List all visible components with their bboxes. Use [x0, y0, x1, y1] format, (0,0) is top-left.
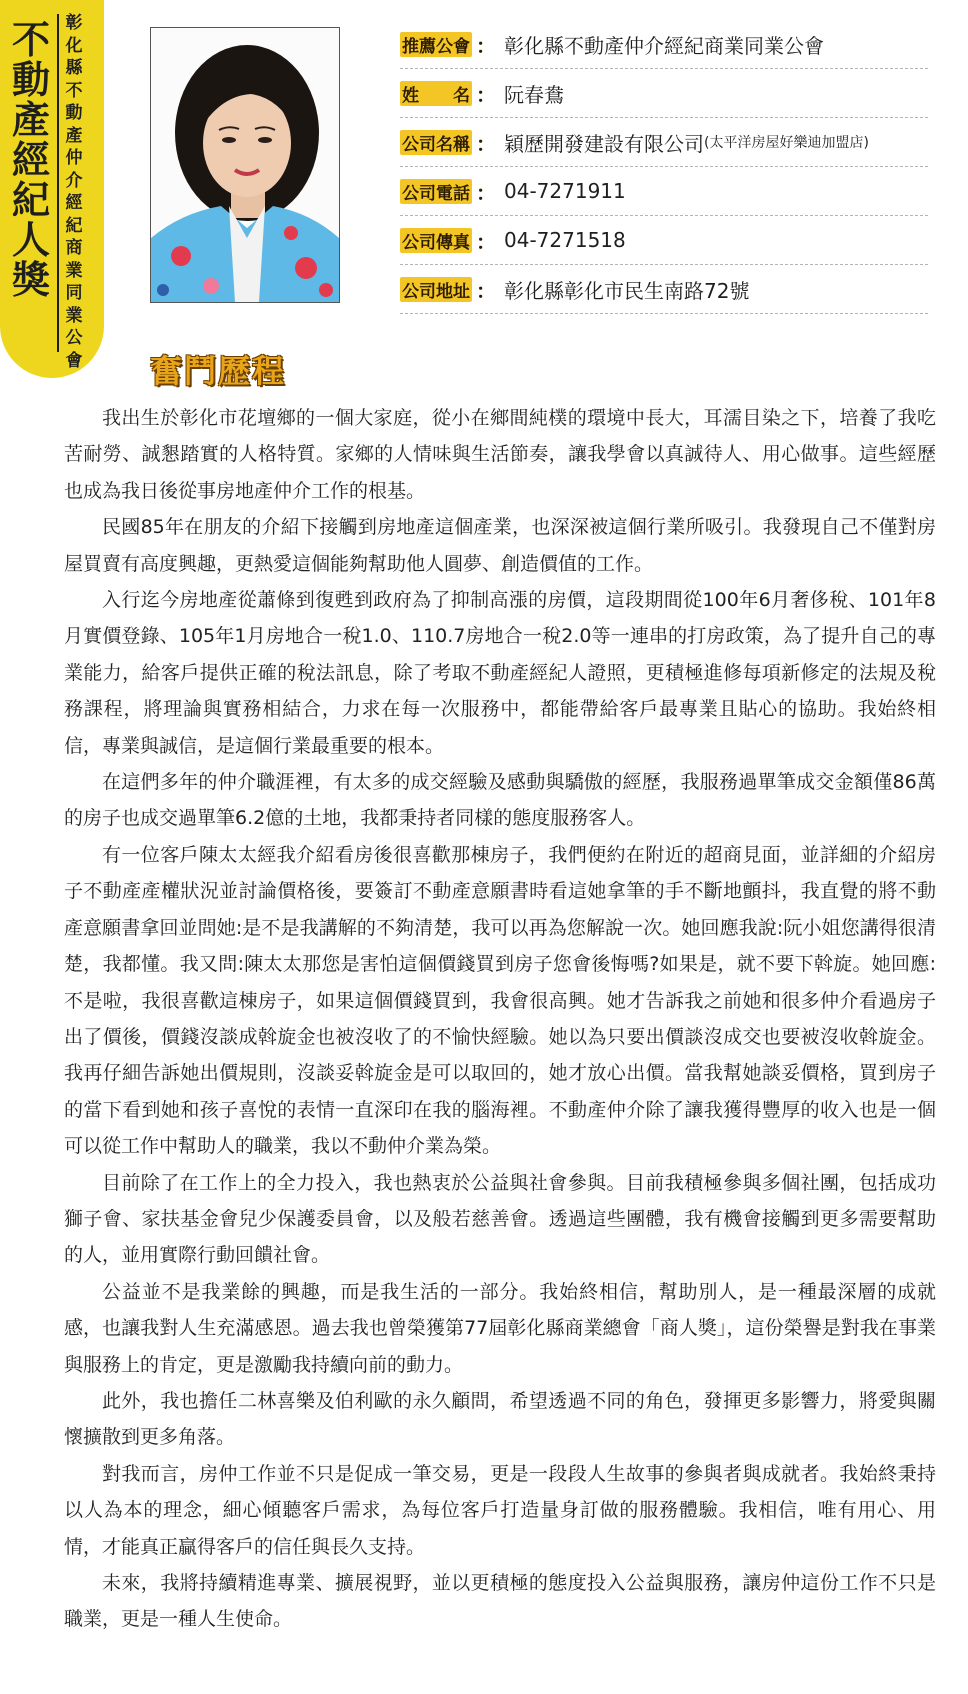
info-row: [400, 216, 928, 265]
portrait-photo: [150, 27, 340, 303]
association-name-char: 化: [65, 35, 83, 56]
info-label: 推薦公會: [400, 32, 472, 57]
info-colon: ：: [476, 180, 496, 205]
info-colon: ：: [476, 278, 496, 303]
association-name-char: 縣: [65, 58, 83, 78]
association-name-char: 會: [65, 350, 83, 371]
association-name-char: 產: [65, 125, 83, 146]
association-name-char: 不: [65, 80, 83, 101]
info-row: [400, 69, 928, 118]
association-name-char: 介: [65, 170, 83, 191]
info-label: 姓 名: [400, 81, 472, 106]
info-label: 公司電話: [400, 179, 472, 204]
info-value: 04-7271518: [504, 228, 626, 252]
award-title: [6, 20, 56, 300]
story-paragraph: 未來，我將持續精進專業、擴展視野，並以更積極的態度投入公益與服務，讓房仲這份工作不只是職業，更是一種人生使命。: [64, 1572, 936, 1631]
story-paragraph: 目前除了在工作上的全力投入，我也熱衷於公益與社會參與。目前我積極參與多個社團，包括成功獅子會、家扶基金會兒少保護委員會，以及般若慈善會。透過這些團體，我有機會接觸到更多需要幫助的人，並用實際行動回饋社會。: [64, 1171, 936, 1267]
info-colon: ：: [476, 229, 496, 254]
info-label: 公司名稱: [400, 130, 472, 155]
info-row: [400, 167, 928, 216]
story-paragraph: 在這們多年的仲介職涯裡，有太多的成交經驗及感動與驕傲的經歷，我服務過單筆成交金額僅86萬的房子也成交過單筆6.2億的土地，我都秉持者同樣的態度服務客人。: [64, 771, 936, 830]
association-name-char: 業: [65, 260, 83, 281]
association-name-char: 商: [65, 238, 83, 258]
story-paragraph: 我出生於彰化市花壇鄉的一個大家庭，從小在鄉間純樸的環境中長大，耳濡目染之下，培養了我吃苦耐勞、誠懇踏實的人格特質。家鄉的人情味與生活節奏，讓我學會以真誠待人、用心做事。這些經歷也成為我日後從事房地產仲介工作的根基。: [64, 407, 936, 502]
info-value: 彰化縣不動產仲介經紀商業同業公會: [504, 33, 824, 58]
info-row: [400, 118, 928, 167]
info-value: 穎歷開發建設有限公司: [504, 131, 704, 156]
story-paragraph: 公益並不是我業餘的興趣，而是我生活的一部分。我始終相信，幫助別人，是一種最深層的成就感，也讓我對人生充滿感恩。過去我也曾榮獲第77屆彰化縣商業總會「商人獎」，這份榮譽是對我在事業與服務上的肯定，更是激勵我持續向前的動力。: [64, 1280, 936, 1376]
association-name-char: 公: [65, 328, 83, 348]
story-paragraph: 民國85年在朋友的介紹下接觸到房地產這個產業，也深深被這個行業所吸引。我發現自己不僅對房屋買賣有高度興趣，更熱愛這個能夠幫助他人圓夢、創造價值的工作。: [64, 516, 936, 575]
association-name-char: 同: [65, 283, 83, 303]
award-ribbon: [0, 0, 104, 378]
info-value: 04-7271911: [504, 179, 626, 203]
info-value: 阮春鴦: [504, 82, 564, 107]
info-label: 公司傳真: [400, 228, 472, 253]
profile-info: [400, 20, 928, 314]
association-name-char: 業: [65, 305, 83, 326]
association-name-char: 彰: [65, 13, 83, 33]
info-colon: ：: [476, 33, 496, 58]
award-title-char: 不: [11, 18, 50, 62]
association-name-char: 仲: [65, 148, 83, 168]
award-title-char: 產: [11, 98, 50, 142]
association-name-char: 紀: [65, 215, 83, 236]
section-title: 奮鬥歷程: [150, 352, 287, 390]
info-colon: ：: [476, 131, 496, 156]
ribbon-divider: [57, 14, 59, 352]
portrait-icon: [151, 28, 339, 302]
association-name: [61, 12, 87, 372]
info-row: [400, 20, 928, 69]
info-row: [400, 265, 928, 314]
info-value: 彰化縣彰化市民生南路72號: [504, 278, 750, 303]
award-title-char: 獎: [11, 258, 50, 302]
story-text: [64, 400, 936, 1638]
info-label: 公司地址: [400, 277, 472, 302]
info-colon: ：: [476, 82, 496, 107]
story-paragraph: 入行迄今房地產從蕭條到復甦到政府為了抑制高漲的房價，這段期間從100年6月奢侈稅、101年8月實價登錄、105年1月房地合一稅1.0、110.7房地合一稅2.0等一連串的打房政策，為了提升自己的專業能力，給客戶提供正確的稅法訊息，除了考取不動產經紀人證照，更積極進修每項新修定的法規及稅務課程，將理論與實務相結合，力求在每一次服務中，都能帶給客戶最專業且貼心的協助。我始終相信，專業與誠信，是這個行業最重要的根本。: [64, 589, 936, 757]
story-paragraph: 有一位客戶陳太太經我介紹看房後很喜歡那棟房子，我們便約在附近的超商見面，並詳細的介紹房子不動產產權狀況並討論價格後，要簽訂不動產意願書時看這她拿筆的手不斷地顫抖，我直覺的將不動產意願書拿回並問她:是不是我講解的不夠清楚，我可以再為您解說一次。她回應我說:阮小姐您講得很清楚，我都懂。我又問:陳太太那您是害怕這個價錢買到房子您會後悔嗎?如果是，就不要下斡旋。她回應:不是啦，我很喜歡這棟房子，如果這個價錢買到，我會很高興。她才告訴我之前她和很多仲介看過房子出了價後，價錢沒談成斡旋金也被沒收了的不愉快經驗。她以為只要出價談沒成交也要被沒收斡旋金。我再仔細告訴她出價規則，沒談妥斡旋金是可以取回的，她才放心出價。當我幫她談妥價格，買到房子的當下看到她和孩子喜悅的表情一直深印在我的腦海裡。不動產仲介除了讓我獲得豐厚的收入也是一個可以從工作中幫助人的職業，我以不動仲介業為榮。: [64, 843, 936, 1158]
association-name-char: 經: [65, 193, 83, 213]
association-name-char: 動: [65, 103, 83, 123]
info-value-note: (太平洋房屋好樂迪加盟店): [704, 135, 869, 151]
award-title-char: 動: [11, 58, 50, 102]
award-title-char: 人: [11, 218, 50, 262]
award-title-char: 經: [11, 138, 50, 182]
award-title-char: 紀: [11, 178, 50, 222]
story-paragraph: 對我而言，房仲工作並不只是促成一筆交易，更是一段段人生故事的參與者與成就者。我始終秉持以人為本的理念，細心傾聽客戶需求，為每位客戶打造量身訂做的服務體驗。我相信，唯有用心、用情，才能真正贏得客戶的信任與長久支持。: [64, 1462, 936, 1558]
story-paragraph: 此外，我也擔任二林喜樂及伯利歐的永久顧問，希望透過不同的角色，發揮更多影響力，將愛與關懷擴散到更多角落。: [64, 1389, 936, 1449]
